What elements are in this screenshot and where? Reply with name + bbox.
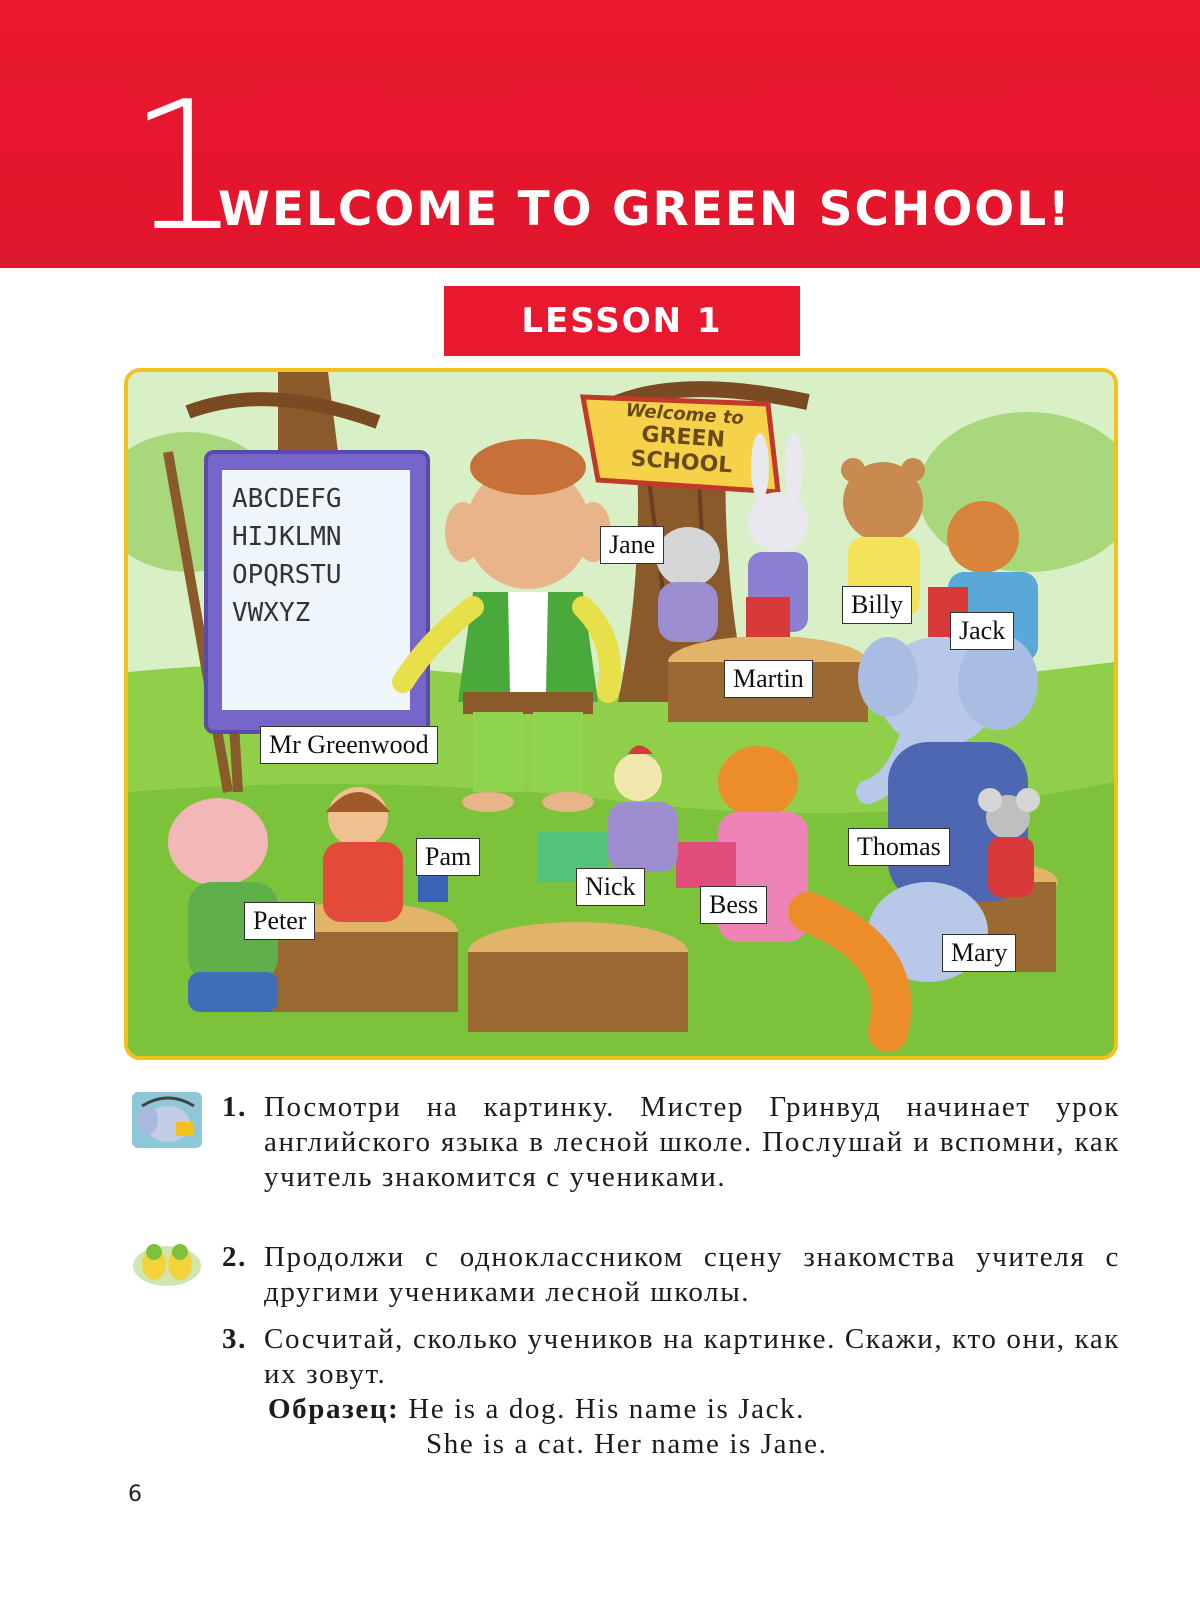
label-bess: Bess [700, 886, 767, 924]
label-jack: Jack [950, 612, 1014, 650]
sign-line: GREEN [640, 422, 726, 453]
task-number: 3. [222, 1323, 247, 1355]
label-pam: Pam [416, 838, 480, 876]
task-3 [222, 1322, 1120, 1392]
label-mary: Mary [942, 934, 1016, 972]
task-number: 1. [222, 1091, 247, 1123]
unit-title: WELCOME TO GREEN SCHOOL! [218, 182, 1072, 237]
lesson-badge: LESSON 1 [444, 286, 800, 356]
label-martin: Martin [724, 660, 813, 698]
board-row: HIJKLMN [232, 522, 342, 552]
board-row: VWXYZ [232, 598, 311, 628]
board-row: OPQRSTU [232, 560, 342, 590]
example-line-1: He is a dog. His name is Jack. [408, 1393, 805, 1425]
school-sign [596, 398, 771, 481]
sign-line: SCHOOL [629, 446, 734, 479]
pair-work-icon [132, 1238, 202, 1288]
label-peter: Peter [244, 902, 315, 940]
task-number: 2. [222, 1241, 247, 1273]
label-jane: Jane [600, 526, 664, 564]
example-block [268, 1392, 828, 1462]
task-1 [222, 1090, 1120, 1195]
label-thomas: Thomas [848, 828, 950, 866]
label-billy: Billy [842, 586, 912, 624]
page-number: 6 [128, 1482, 142, 1507]
unit-header [0, 0, 1200, 268]
unit-number: 1 [128, 63, 238, 270]
listening-icon [132, 1092, 202, 1148]
task-2 [222, 1240, 1120, 1310]
alphabet-board [232, 480, 412, 632]
label-mr-greenwood: Mr Greenwood [260, 726, 438, 764]
board-row: ABCDEFG [232, 484, 342, 514]
task-text: Сосчитай, сколько учеников на картинке. Скажи, кто они, как их зовут. [264, 1323, 1120, 1390]
task-text: Посмотри на картинку. Мистер Гринвуд начинает урок английского языка в лесной школе. Послушай и вспомни, как учитель знакомится с учениками. [264, 1091, 1120, 1193]
task-text: Продолжи с одноклассником сцену знакомства учителя с другими учениками лесной школы. [264, 1241, 1120, 1308]
label-nick: Nick [576, 868, 645, 906]
sign-line: Welcome to [624, 399, 745, 430]
forest-school-illustration [124, 368, 1118, 1060]
example-line-2: She is a cat. Her name is Jane. [426, 1428, 828, 1460]
example-label: Образец: [268, 1393, 400, 1425]
